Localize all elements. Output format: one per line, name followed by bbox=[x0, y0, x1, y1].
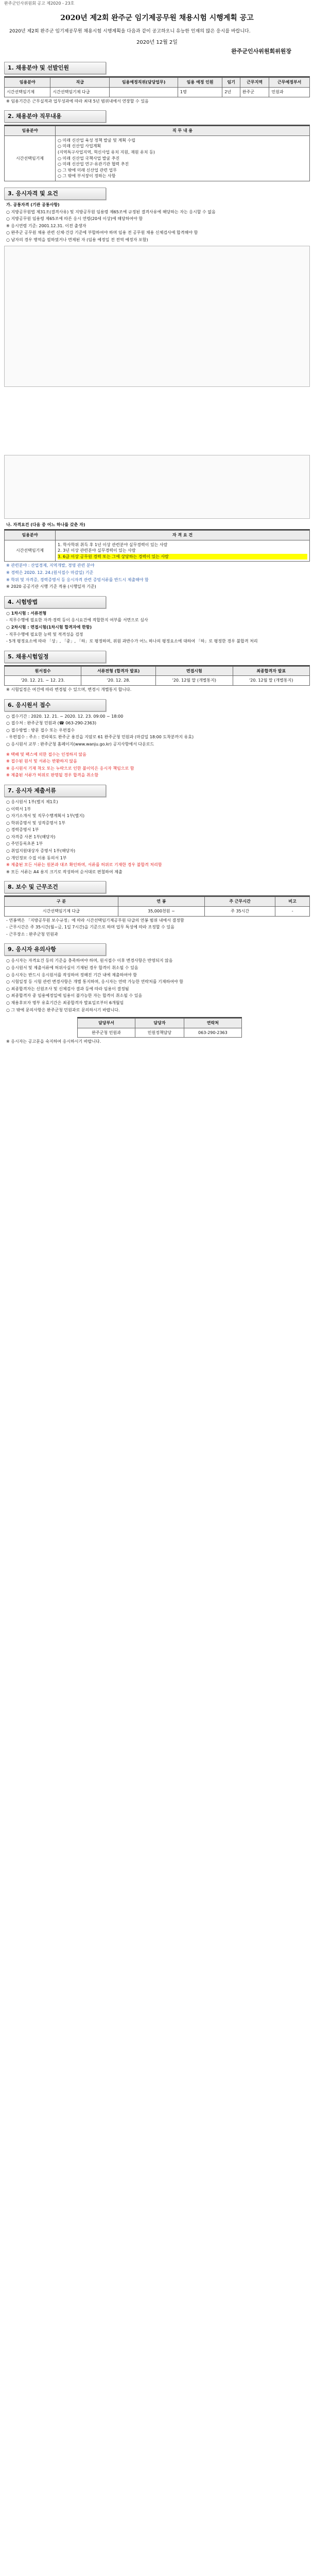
contact-table bbox=[77, 1018, 242, 1038]
td: '20. 12. 28. bbox=[81, 676, 156, 686]
contact-table-wrap bbox=[77, 1017, 242, 1038]
pay-text: - 연봉액은 「지방공무원 보수규정」에 따라 시간선택임기제공무원 다급의 연봉 범위 내에서 결정함 - 근무시간은 주 35시간(월~금, 1일 7시간)을 기준으로 하며 업무 특성에 따라 조정할 수 있음 - 근무장소 : 완주군청 민원과 bbox=[6, 918, 184, 937]
td: 시간선택임기제 bbox=[5, 87, 50, 97]
duty-list: ○ 미래 신산업 육성 정책 발굴 및 계획 수립 ○ 미래 신산업 사업계획 (지역특구사업지역, 혁신사업 유치 지원, 재원 유치 등) ○ 미래 신산업 국책사업 발굴 추진 ○ 미래 신산업 연구·유관기관 협력 추진 ○ 그 밖에 미래 신산업 관련 업무 ○ 그 밖에 부서장이 정하는 사항 bbox=[56, 135, 310, 181]
schedule-note: ※ 시험일정은 여건에 따라 변경될 수 있으며, 변경시 개별통지 합니다. bbox=[6, 687, 132, 692]
recruit-note: ※ 임용기간은 근무실적과 업무성과에 따라 최대 5년 범위내에서 연장할 수 있음 bbox=[6, 98, 149, 104]
td: 주 35시간 bbox=[204, 907, 275, 917]
th: 직급 bbox=[50, 78, 110, 88]
section-2-title: 2. 채용분야 직무내용 bbox=[4, 110, 106, 123]
duty-table-wrap bbox=[4, 125, 310, 181]
td: 시간선택임기제 다급 bbox=[50, 87, 110, 97]
th: 임용분야 bbox=[5, 126, 56, 136]
requirement-table-wrap bbox=[4, 529, 310, 562]
td: '20. 12. 21. ~ 12. 23. bbox=[5, 676, 81, 686]
th: 근무지역 bbox=[240, 78, 269, 88]
td: 시간선택임기제 bbox=[5, 135, 56, 181]
td: 완주군 bbox=[240, 87, 269, 97]
th: 임용 예정 인원 bbox=[178, 78, 222, 88]
th: 주 근무시간 bbox=[204, 897, 275, 907]
section-4-title: 4. 시험방법 bbox=[4, 596, 106, 608]
req-list: 1. 학사학위 취득 후 1년 이상 관련분야 실무경력이 있는 사람 2. 3년 이상 관련분야 실무경력이 있는 사람 3. 6급 이상 공무원 경력 또는 그에 상당하는 경력이 있는 사람 bbox=[56, 540, 310, 562]
requirement-notes: ※ 관련분야 : 산업경제, 지역개발, 경영 관련 분야 ※ 경력은 2020. 12. 24.(원서접수 마감일) 기준 ※ 학위 및 자격증, 경력증명서 등 응시자격 관련 증빙서류를 반드시 제출해야 함 ※ 2020 공공기관 시행 기준 적용 (시행일자 기준) bbox=[6, 563, 149, 589]
th: 비고 bbox=[275, 897, 310, 907]
th: 임용분야 bbox=[5, 531, 56, 540]
td: 시간선택임기제 다급 bbox=[5, 907, 118, 917]
th: 근무예정부서 bbox=[269, 78, 310, 88]
duty-table bbox=[4, 126, 310, 181]
td: 민원과 bbox=[269, 87, 310, 97]
td: 완주군청 민원과 bbox=[78, 1028, 135, 1038]
th: 서류전형 (합격자 발표) bbox=[81, 666, 156, 676]
th: 자 격 요 건 bbox=[56, 531, 310, 540]
schedule-table-wrap bbox=[4, 665, 310, 686]
td bbox=[110, 87, 178, 97]
exam-rules-area bbox=[4, 455, 310, 519]
pay-table bbox=[4, 896, 310, 916]
section-3-title: 3. 응시자격 및 요건 bbox=[4, 188, 106, 200]
section-7-title: 7. 응시자 제출서류 bbox=[4, 785, 106, 797]
th: 원서접수 bbox=[5, 666, 81, 676]
th: 담당자 bbox=[135, 1019, 184, 1028]
exam-method: ○ 1차시험 : 서류전형 - 직무수행에 필요한 자격·경력 등이 응시요건에 적합한지 여부를 서면으로 심사 ○ 2차시험 : 면접시험(1차시험 합격자에 한함) - 직무수행에 필요한 능력 및 적격성을 검정 - 5개 평정요소에 따라 「상」, 「중」, 「하」로 평정하며, 위원 과반수가 어느 하나의 평정요소에 대하여 「하」로 평정한 경우 불합격 처리 bbox=[6, 611, 258, 644]
td: 1명 bbox=[178, 87, 222, 97]
section-5-title: 5. 채용시험일정 bbox=[4, 651, 106, 663]
schedule-table bbox=[4, 666, 310, 686]
td: 35,000천원 ~ bbox=[118, 907, 204, 917]
pay-table-wrap bbox=[4, 895, 310, 916]
requirement-table bbox=[4, 530, 310, 562]
disqualification-area bbox=[4, 246, 310, 387]
documents-list: ○ 응시원서 1부(별지 제1호) ○ 이력서 1부 ○ 자기소개서 및 직무수행계획서 1부(별지) ○ 학위증명서 및 성적증명서 1부 ○ 경력증명서 1부 ○ 자격증 사본 1부(해당자) ○ 주민등록초본 1부 ○ 취업지원대상자 증명서 1부(해당자) ○ 개인정보 수집 이용 동의서 1부 ※ 제출된 모든 서류는 원본과 대조 확인하며, 서류를 허위로 기재한 경우 불합격 처리함 ※ 모든 서류는 A4 용지 크기로 작성하여 순서대로 편철하여 제출 bbox=[6, 799, 162, 874]
recruit-table bbox=[4, 77, 310, 97]
application-text: ○ 접수기간 : 2020. 12. 21. ~ 2020. 12. 23. 09:00 ~ 18:00 ○ 접수처 : 완주군청 민원과 (☎ 063-290-2363) ○ 접수방법 : 방문 접수 또는 우편접수 - 우편접수 : 주소 : 전라북도 완주군 용진읍 지암로 61 완주군청 민원과 (마감일 18:00 도착분까지 유효) ○ 응시원서 교부 : 완주군청 홈페이지(www.wanju.go.kr) 공지사항에서 다운로드 bbox=[6, 714, 194, 747]
td: 민원정책담당 bbox=[135, 1028, 184, 1038]
td: 2년 bbox=[222, 87, 240, 97]
th: 최종합격자 발표 bbox=[233, 666, 309, 676]
section-6-title: 6. 응시원서 접수 bbox=[4, 699, 106, 711]
td: '20. 12월 말 (개별통지) bbox=[233, 676, 309, 686]
application-notes: ※ 택배 및 팩스에 의한 접수는 인정하지 않음 ※ 접수된 원서 및 서류는 반환하지 않음 ※ 응시원서 기재 착오 또는 누락으로 인한 불이익은 응시자 책임으로 함 ※ 제출된 서류가 허위로 판명될 경우 합격을 취소함 bbox=[6, 752, 134, 778]
notice-date: 2020년 12월 2일 bbox=[136, 39, 178, 45]
section-1-title: 1. 채용분야 및 선발인원 bbox=[4, 62, 106, 74]
th: 임기 bbox=[222, 78, 240, 88]
th: 임용분야 bbox=[5, 78, 50, 88]
notice-title: 2020년 제2회 완주군 임기제공무원 채용시험 시행계획 공고 bbox=[60, 13, 254, 22]
th: 담당부서 bbox=[78, 1019, 135, 1028]
td: - bbox=[275, 907, 310, 917]
notice-number: 완주군인사위원회 공고 제2020 - 23호 bbox=[4, 1, 75, 6]
th: 구 분 bbox=[5, 897, 118, 907]
td: '20. 12월 말 (개별통지) bbox=[156, 676, 233, 686]
final-note: ※ 응시자는 공고문을 숙지하여 응시하시기 바랍니다. bbox=[6, 1039, 101, 1044]
th: 직 무 내 용 bbox=[56, 126, 310, 136]
requirement-heading: 나. 자격요건 (다음 중 어느 하나를 갖춘 자) bbox=[6, 522, 85, 528]
th: 면접시험 bbox=[156, 666, 233, 676]
th: 연 봉 bbox=[118, 897, 204, 907]
td: 063-290-2363 bbox=[184, 1028, 241, 1038]
recruit-table-wrap bbox=[4, 76, 310, 97]
td: 시간선택임기제 bbox=[5, 540, 56, 562]
section-9-title: 9. 응시자 유의사항 bbox=[4, 943, 106, 956]
notice-lead: 2020년 제2회 완주군 임기제공무원 채용시험 시행계획을 다음과 같이 공고하오니 유능한 인재의 많은 응시를 바랍니다. bbox=[9, 28, 251, 34]
notice-issuer: 완주군인사위원회위원장 bbox=[231, 48, 291, 55]
th: 연락처 bbox=[184, 1019, 241, 1028]
caution-list: ○ 응시자는 자격요건 등의 기준을 충족하여야 하며, 원서접수 이후 변경사항은 반영되지 않음 ○ 응시원서 및 제출서류에 허위사실이 기재된 경우 합격이 취소될 수 있음 ○ 응시자는 반드시 응시원서를 작성하여 정해진 기간 내에 제출하여야 함 ○ 시험일정 등 시험 관련 변경사항은 개별 통지하며, 응시자는 연락 가능한 연락처를 기재하여야 함 ○ 최종합격자는 신원조사 및 신체검사 결과 등에 따라 임용이 결정됨 ○ 최종합격자 중 임용예정일에 임용이 불가능한 자는 합격이 취소될 수 있음 ○ 채용후보자 명부 유효기간은 최종합격자 발표일로부터 6개월임 ○ 그 밖에 문의사항은 완주군청 민원과로 문의하시기 바랍니다. bbox=[6, 958, 183, 1012]
th: 임용예정직위(담당업무) bbox=[110, 78, 178, 88]
qualification-text: 가. 공통자격 (기관 공통사항) ○ 지방공무원법 제31조(결격사유) 및 지방공무원 임용령 제65조에 규정된 결격사유에 해당하는 자는 응시할 수 없음 ○ 지방공무원 임용령 제65조에 따른 응시 연령(20세 이상)에 해당하여야 함 ※ 응시연령 기준: 2001.12.31. 이전 출생자 ○ 완주군 공무원 채용 관련 신체·건강 기준에 부합하여야 하며 임용 전 공무원 채용 신체검사에 합격해야 함 ○ 남자의 경우 병역을 필하였거나 면제된 자 (임용 예정일 전 전역 예정자 포함) bbox=[6, 202, 216, 242]
section-8-title: 8. 보수 및 근무조건 bbox=[4, 881, 106, 893]
